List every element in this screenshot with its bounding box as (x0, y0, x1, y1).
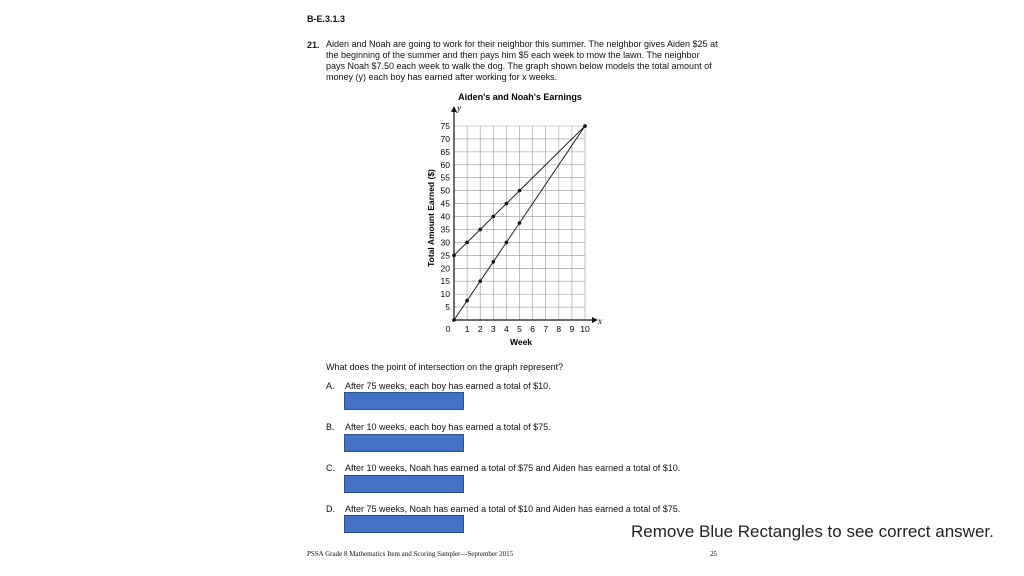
x-tick-label: 6 (530, 324, 535, 334)
x-tick-label: 8 (556, 324, 562, 334)
y-tick-label: 20 (440, 263, 450, 274)
y-tick-label: 25 (440, 250, 450, 261)
chart-title: Aiden's and Noah's Earnings (458, 92, 582, 102)
question-prompt: What does the point of intersection on the graph represent? (326, 362, 564, 372)
x-tick-label: 3 (490, 324, 496, 334)
y-tick-label: 70 (440, 133, 450, 144)
x-tick-label: 5 (517, 324, 522, 334)
data-point (465, 299, 469, 303)
data-point (518, 189, 522, 193)
answer-cover-c[interactable] (344, 475, 464, 493)
data-point (583, 124, 587, 128)
x-tick-label: 9 (569, 324, 575, 334)
answer-cover-a[interactable] (344, 392, 464, 410)
data-point (492, 260, 496, 264)
instruction-note: Remove Blue Rectangles to see correct answer. (631, 522, 994, 541)
choice-b-letter: B. (326, 422, 335, 432)
choice-c-letter: C. (326, 463, 335, 473)
choice-c-text[interactable]: After 10 weeks, Noah has earned a total of $75 and Aiden has earned a total of $10. (345, 463, 681, 473)
y-tick-label: 10 (440, 289, 450, 300)
y-tick-label: 55 (440, 172, 450, 183)
x-axis-label: Week (509, 337, 533, 347)
data-point (478, 228, 482, 232)
standard-code: B-E.3.1.3 (307, 14, 346, 24)
y-tick-label: 45 (440, 198, 450, 209)
question-number: 21. (307, 40, 320, 50)
choice-d-text[interactable]: After 75 weeks, Noah has earned a total of $10 and Aiden has earned a total of $75. (345, 504, 681, 514)
y-axis-label: Total Amount Earned ($) (426, 169, 436, 267)
page-footer: PSSA Grade 8 Mathematics Item and Scoring Sampler—September 2015 (307, 550, 514, 558)
data-point (465, 241, 469, 245)
data-point (518, 221, 522, 225)
data-point (492, 215, 496, 219)
y-tick-label: 65 (440, 146, 450, 157)
data-point (478, 279, 482, 283)
data-point (452, 254, 456, 258)
x-tick-label: 1 (464, 324, 470, 334)
y-tick-label: 75 (440, 121, 450, 131)
choice-a-text[interactable]: After 75 weeks, each boy has earned a total of $10. (345, 381, 551, 391)
x-tick-label: 2 (477, 324, 483, 334)
x-tick-label: 0 (445, 324, 451, 334)
y-tick-label: 30 (440, 237, 450, 248)
answer-cover-b[interactable] (344, 434, 464, 452)
y-tick-label: 50 (440, 185, 450, 196)
y-tick-label: 60 (440, 159, 450, 170)
answer-cover-d[interactable] (344, 515, 464, 533)
data-point (505, 202, 509, 206)
y-tick-labels (441, 121, 451, 312)
data-point (452, 318, 456, 322)
x-axis-symbol: x (598, 316, 602, 326)
y-tick-label: 40 (440, 211, 450, 222)
x-tick-labels (446, 324, 590, 334)
y-axis-symbol: y (457, 103, 461, 113)
data-point (505, 241, 509, 245)
choice-a-letter: A. (326, 381, 335, 391)
choice-b-text[interactable]: After 10 weeks, each boy has earned a total of $75. (345, 422, 551, 432)
y-tick-label: 15 (440, 276, 450, 287)
y-tick-label: 5 (445, 302, 450, 313)
x-tick-label: 4 (504, 324, 509, 334)
earnings-chart (420, 88, 620, 350)
choice-d-letter: D. (326, 504, 335, 514)
page-number: 25 (710, 550, 717, 558)
question-text: Aiden and Noah are going to work for their neighbor this summer. The neighbor gives Aiden $25 at the beginning of the summer and then pays him $5 each week to mow the lawn. The neighbor pays Noah $7.50 each week to walk the dog. The graph shown below models the total amount of money (y) each boy has earned after working for x weeks. (326, 39, 718, 82)
y-tick-label: 35 (440, 224, 450, 235)
x-tick-label: 7 (543, 324, 549, 334)
x-tick-label: 10 (580, 324, 590, 334)
